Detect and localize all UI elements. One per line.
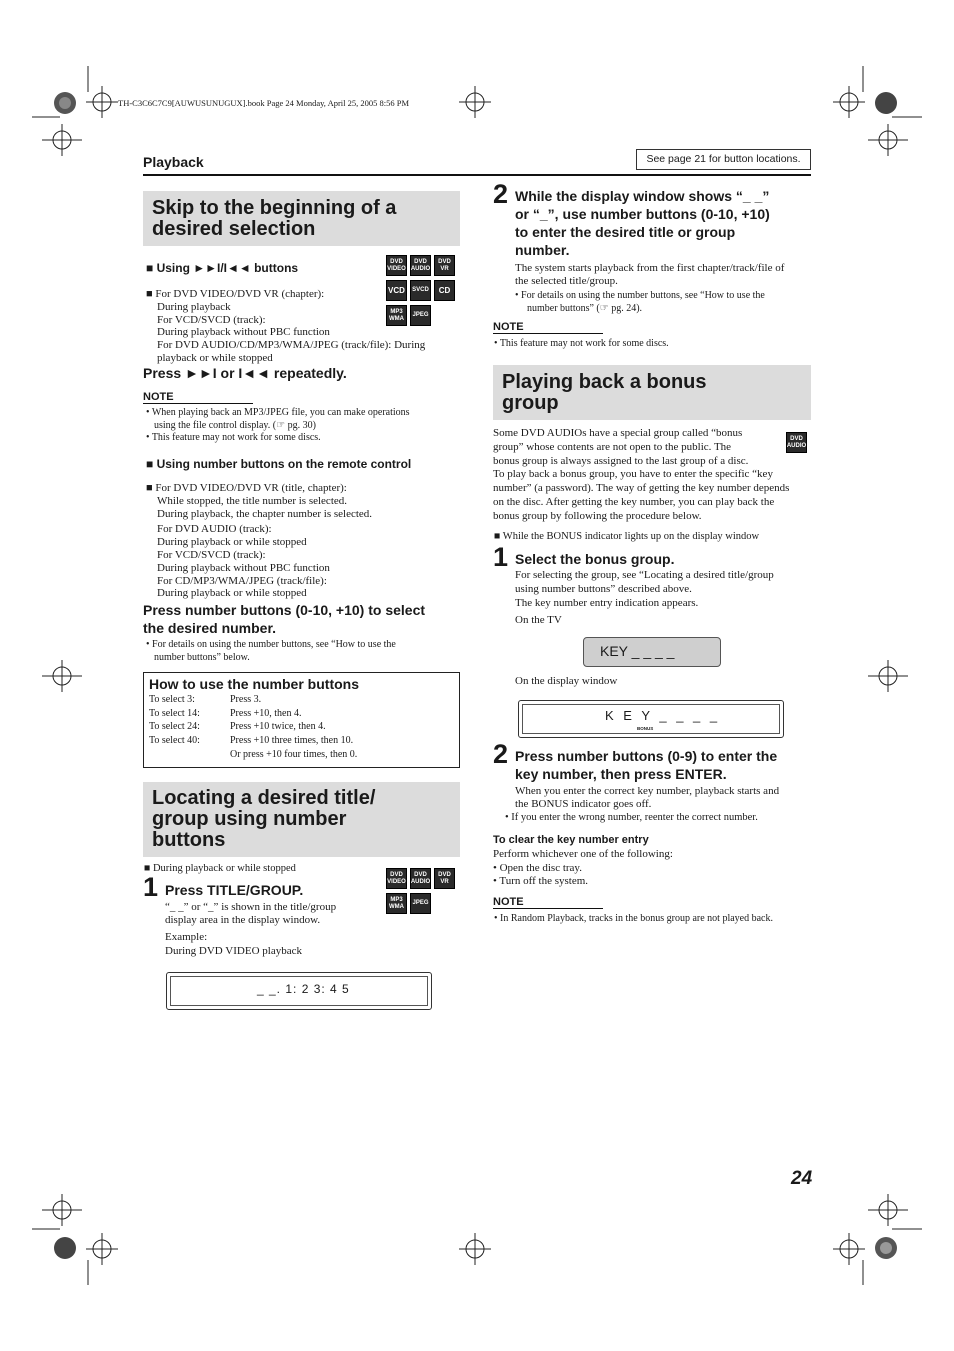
vcd-icon: VCD <box>386 280 407 301</box>
clear-key-line: Perform whichever one of the following: <box>493 848 673 860</box>
dvd-audio-icon: DVD AUDIO <box>786 432 807 453</box>
howto-value: Press +10 three times, then 10. <box>230 735 354 747</box>
cd-icon: CD <box>434 280 455 301</box>
bonus-indicator: BONUS <box>637 726 654 731</box>
bonus-intro <box>493 427 811 524</box>
skip-heading-line1: Skip to the beginning of a <box>152 197 397 219</box>
bonus-intro-line: number” (a password). The way of getting the key number depends <box>493 482 790 495</box>
bonus-step2-instruction <box>515 747 815 783</box>
mp3-wma-icon: MP3 WMA <box>386 305 407 326</box>
step2-bullet <box>515 290 815 315</box>
number-instruction-line2: the desired number. <box>143 620 277 636</box>
locate-step-number: 1 <box>143 872 159 902</box>
on-display-label: On the display window <box>515 675 618 687</box>
number-instruction <box>143 601 463 637</box>
bonus-note-label: NOTE <box>493 896 603 909</box>
title-display-text: _ _. 1: 2 3: 4 5 <box>257 982 350 996</box>
bonus-intro-line: bonus group by following the procedure below. <box>493 509 702 522</box>
dvd-vr-icon: DVD VR <box>434 868 455 889</box>
bonus-heading-line2: group <box>502 392 559 414</box>
bonus-step1-number: 1 <box>493 542 509 572</box>
clear-key-line: • Open the disc tray. <box>493 861 582 874</box>
step2-line: or “_”, use number buttons (0-10, +10) <box>515 206 770 222</box>
number-cond-line: For DVD AUDIO (track): <box>157 523 272 536</box>
step2-instruction <box>515 187 815 259</box>
step2-line: number. <box>515 242 570 258</box>
bonus-intro-line: on the disc. After getting the key number, you can play back the <box>493 495 775 508</box>
page-number: 24 <box>791 1168 813 1189</box>
step2-description <box>515 262 815 288</box>
number-conditions <box>146 482 456 600</box>
bonus-condition: ■ While the BONUS indicator lights up on the display window <box>494 531 760 542</box>
bonus-intro-line: bonus group is always assigned to the last group of a disc. <box>493 454 749 467</box>
step2-note-label: NOTE <box>493 321 603 334</box>
number-cond-line: For VCD/SVCD (track): <box>157 548 266 561</box>
skip-cond-line: For VCD/SVCD (track): <box>157 313 266 326</box>
bonus-step2-line: key number, then press ENTER. <box>515 766 727 782</box>
howto-value: Press +10, then 4. <box>230 707 302 719</box>
skip-heading-box <box>143 191 460 246</box>
number-cond-line: ■ For DVD VIDEO/DVD VR (title, chapter): <box>146 482 347 494</box>
bonus-intro-line: Some DVD AUDIOs have a special group called “bonus <box>493 427 743 439</box>
using-buttons-subhead: ■ Using ►►I/I◄◄ buttons <box>146 261 299 275</box>
locate-step-text: Press TITLE/GROUP. <box>165 882 304 898</box>
number-note-line: number buttons” below. <box>154 651 250 663</box>
skip-cond-line: During playback <box>157 300 231 313</box>
skip-notes <box>146 407 456 445</box>
number-buttons-subhead: ■ Using number buttons on the remote control <box>146 457 412 471</box>
note-line: • When playing back an MP3/JPEG file, you can make operations <box>146 407 410 418</box>
note-line: • This feature may not work for some discs. <box>146 432 321 443</box>
howto-rows <box>144 692 459 762</box>
tv-key-entry <box>583 637 721 667</box>
bonus-step2-desc-line: the BONUS indicator goes off. <box>515 798 652 810</box>
bonus-step2-description <box>515 785 815 811</box>
step2-desc-line: the selected title/group. <box>515 274 618 287</box>
skip-heading-line2: desired selection <box>152 218 316 240</box>
clear-key-heading: To clear the key number entry <box>493 834 649 846</box>
on-tv-label: On the TV <box>515 614 562 627</box>
jpeg-icon: JPEG <box>410 305 431 326</box>
bonus-step1-line: The key number entry indication appears. <box>515 596 699 609</box>
number-note <box>146 639 456 664</box>
bonus-intro-line: To play back a bonus group, you have to enter the specific “key <box>493 468 773 481</box>
clear-key-lines <box>493 848 673 889</box>
howto-row <box>149 693 459 707</box>
bonus-step1-line: using number buttons” described above. <box>515 582 692 595</box>
dvd-audio-icon: DVD AUDIO <box>410 255 431 276</box>
howto-value: Press +10 twice, then 4. <box>230 721 326 733</box>
bonus-heading-box <box>493 365 811 420</box>
dvd-video-icon: DVD VIDEO <box>386 868 407 889</box>
bonus-display-window <box>518 700 784 738</box>
jpeg-icon: JPEG <box>410 893 431 914</box>
bonus-heading-line1: Playing back a bonus <box>502 371 707 393</box>
number-cond-line: While stopped, the title number is selected. <box>157 494 348 507</box>
howto-value: Press 3. <box>230 694 262 705</box>
step2-number: 2 <box>493 179 509 209</box>
locate-condition: ■ During playback or while stopped <box>144 863 296 874</box>
file-info-line: TH-C3C6C7C9[AUWUSUNUGUX].book Page 24 Monday, April 25, 2005 8:56 PM <box>118 98 410 108</box>
skip-instruction: Press ►►I or I◄◄ repeatedly. <box>143 365 347 381</box>
see-page-box: See page 21 for button locations. <box>636 149 811 170</box>
skip-cond-line: For DVD AUDIO/CD/MP3/WMA/JPEG (track/file): During <box>157 339 426 352</box>
bonus-step1-description <box>515 569 815 628</box>
number-cond-line: During playback, the chapter number is selected. <box>157 507 373 520</box>
number-cond-line: During playback or while stopped <box>157 587 307 600</box>
step2-bullet-line: number buttons” (☞ pg. 24). <box>527 302 643 314</box>
howto-value: Or press +10 four times, then 0. <box>230 748 358 760</box>
locate-heading-line2: group using number <box>152 808 347 830</box>
step2-bullet-line: • For details on using the number buttons, see “How to use the <box>515 290 765 301</box>
step2-line: to enter the desired title or group <box>515 224 736 240</box>
locate-description <box>165 901 395 958</box>
number-cond-line: During playback or while stopped <box>157 536 307 549</box>
bonus-step2-desc-line: When you enter the correct key number, playback starts and <box>515 785 780 797</box>
skip-conditions <box>146 288 456 365</box>
bonus-step2-number: 2 <box>493 739 509 769</box>
locate-heading-box <box>143 782 460 857</box>
locate-heading-line1: Locating a desired title/ <box>152 787 376 809</box>
bonus-display-text: K E Y _ _ _ _ <box>605 708 721 723</box>
number-note-line: • For details on using the number buttons, see “How to use the <box>146 639 396 650</box>
howto-key <box>149 748 230 762</box>
bonus-note: • In Random Playback, tracks in the bonus group are not played back. <box>494 913 773 924</box>
skip-heading <box>143 191 460 240</box>
howto-key: To select 3: <box>149 694 195 705</box>
svcd-icon: SVCD <box>410 280 431 301</box>
step2-desc-line: The system starts playback from the first chapter/track/file of <box>515 262 785 274</box>
number-instruction-line1: Press number buttons (0-10, +10) to select <box>143 602 426 618</box>
howto-row <box>149 720 459 734</box>
clear-key-line: • Turn off the system. <box>493 875 589 887</box>
howto-key: To select 24: <box>149 721 200 733</box>
section-label: Playback <box>143 154 204 170</box>
bonus-step1-line: For selecting the group, see “Locating a desired title/group <box>515 569 774 581</box>
skip-cond-line: ■ For DVD VIDEO/DVD VR (chapter): <box>146 288 325 300</box>
locate-desc-line: display area in the display window. <box>165 913 321 926</box>
example-text: During DVD VIDEO playback <box>165 945 302 958</box>
locate-heading <box>143 782 460 851</box>
howto-key: To select 14: <box>149 707 200 719</box>
tv-key-text: KEY _ _ _ _ <box>600 643 675 659</box>
bonus-intro-line: group” whose contents are not open to the public. The <box>493 440 732 453</box>
dvd-video-icon: DVD VIDEO <box>386 255 407 276</box>
note-line: using the file control display. (☞ pg. 30) <box>154 419 316 431</box>
number-cond-line: During playback without PBC function <box>157 561 330 574</box>
howto-row <box>149 734 459 748</box>
howto-row <box>149 707 459 721</box>
bonus-heading <box>493 365 811 414</box>
bonus-step2-bullet: • If you enter the wrong number, reenter the correct number. <box>505 812 758 823</box>
dvd-vr-icon: DVD VR <box>434 255 455 276</box>
skip-note-label: NOTE <box>143 391 253 404</box>
dvd-audio-icon: DVD AUDIO <box>410 868 431 889</box>
skip-cond-line: playback or while stopped <box>157 351 273 364</box>
bonus-step2-line: Press number buttons (0-9) to enter the <box>515 748 778 764</box>
step2-note: • This feature may not work for some discs. <box>494 338 669 349</box>
step2-line: While the display window shows “_ _” <box>515 188 770 204</box>
title-display-window <box>166 972 432 1010</box>
locate-heading-line3: buttons <box>152 829 226 851</box>
howto-key: To select 40: <box>149 735 200 747</box>
howto-box <box>143 672 460 768</box>
locate-desc-line: “_ _” or “_” is shown in the title/group <box>165 901 337 913</box>
howto-title: How to use the number buttons <box>149 676 359 692</box>
mp3-wma-icon: MP3 WMA <box>386 893 407 914</box>
header-rule <box>143 174 811 176</box>
howto-row <box>149 748 459 762</box>
number-cond-line: For CD/MP3/WMA/JPEG (track/file): <box>157 574 327 587</box>
bonus-step1-text: Select the bonus group. <box>515 551 675 567</box>
example-label: Example: <box>165 930 208 943</box>
skip-cond-line: During playback without PBC function <box>157 326 330 339</box>
